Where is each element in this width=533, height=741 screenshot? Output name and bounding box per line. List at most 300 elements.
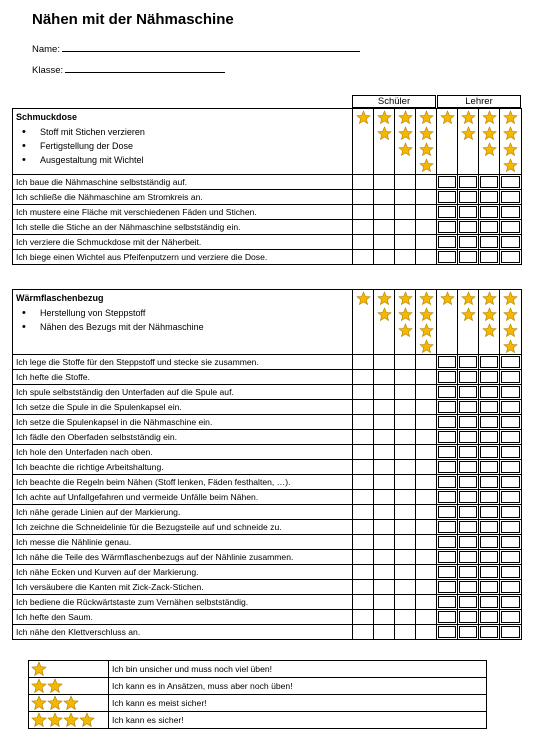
- goal-bullet: • Fertigstellung der Dose: [30, 139, 349, 153]
- schueler-rating-cell[interactable]: [416, 190, 437, 205]
- star-icon: [356, 110, 371, 125]
- lehrer-rating-cell[interactable]: [458, 355, 479, 370]
- lehrer-rating-cell[interactable]: [437, 220, 458, 235]
- lehrer-rating-cell[interactable]: [500, 565, 522, 580]
- legend-text: Ich kann es meist sicher!: [109, 695, 487, 712]
- lehrer-rating-cell[interactable]: [500, 580, 522, 595]
- lehrer-rating-cell[interactable]: [458, 175, 479, 190]
- name-field[interactable]: [32, 42, 360, 55]
- lehrer-rating-cell[interactable]: [437, 370, 458, 385]
- schueler-rating-cell[interactable]: [374, 205, 395, 220]
- schueler-rating-cell[interactable]: [416, 505, 437, 520]
- schueler-rating-cell[interactable]: [353, 580, 374, 595]
- goal-bullet: • Stoff mit Stichen verzieren: [30, 125, 349, 139]
- lehrer-rating-cell[interactable]: [479, 505, 500, 520]
- skill-label: Ich spule selbstständig den Unterfaden auf die Spule auf.: [13, 385, 353, 400]
- schueler-rating-cell[interactable]: [416, 490, 437, 505]
- star-icon: [461, 110, 476, 125]
- star-icon: [63, 695, 79, 711]
- schueler-rating-cell[interactable]: [374, 610, 395, 625]
- schueler-rating-cell[interactable]: [416, 595, 437, 610]
- star-icon: [419, 110, 434, 125]
- schueler-rating-cell[interactable]: [353, 445, 374, 460]
- skill-label: Ich zeichne die Schneidelinie für die Bezugsteile auf und schneide zu.: [13, 520, 353, 535]
- lehrer-rating-cell[interactable]: [500, 400, 522, 415]
- star-icon: [398, 323, 413, 338]
- lehrer-rating-cell[interactable]: [458, 625, 479, 640]
- lehrer-rating-cell[interactable]: [500, 430, 522, 445]
- lehrer-rating-cell[interactable]: [479, 580, 500, 595]
- star-icon: [503, 339, 518, 354]
- star-icon: [377, 110, 392, 125]
- star-icon: [503, 158, 518, 173]
- lehrer-rating-cell[interactable]: [500, 250, 522, 265]
- schueler-rating-cell[interactable]: [353, 490, 374, 505]
- schueler-rating-cell[interactable]: [416, 415, 437, 430]
- lehrer-rating-cell[interactable]: [479, 355, 500, 370]
- lehrer-rating-cell[interactable]: [437, 460, 458, 475]
- skill-label: Ich beachte die Regeln beim Nähen (Stoff lenken, Fäden festhalten, …).: [13, 475, 353, 490]
- lehrer-rating-cell[interactable]: [437, 385, 458, 400]
- lehrer-rating-cell[interactable]: [500, 385, 522, 400]
- skill-label: Ich hole den Unterfaden nach oben.: [13, 445, 353, 460]
- star-icon: [79, 712, 95, 728]
- schueler-rating-cell[interactable]: [353, 475, 374, 490]
- schueler-rating-cell[interactable]: [374, 400, 395, 415]
- goal-bullet: • Herstellung von Steppstoff: [30, 306, 349, 320]
- lehrer-rating-cell[interactable]: [500, 175, 522, 190]
- schueler-rating-cell[interactable]: [374, 415, 395, 430]
- lehrer-rating-cell[interactable]: [500, 415, 522, 430]
- lehrer-rating-cell[interactable]: [437, 445, 458, 460]
- schueler-rating-cell[interactable]: [374, 355, 395, 370]
- table-row: [13, 445, 522, 460]
- lehrer-rating-cell[interactable]: [458, 385, 479, 400]
- schueler-rating-cell[interactable]: [353, 175, 374, 190]
- schueler-rating-cell[interactable]: [395, 550, 416, 565]
- section-heading: [13, 290, 353, 355]
- schueler-rating-cell[interactable]: [353, 595, 374, 610]
- lehrer-rating-cell[interactable]: [500, 370, 522, 385]
- star-icon: [398, 291, 413, 306]
- table-row: [13, 505, 522, 520]
- schueler-rating-cell[interactable]: [353, 220, 374, 235]
- schueler-rating-cell[interactable]: [353, 610, 374, 625]
- schueler-rating-cell[interactable]: [395, 625, 416, 640]
- lehrer-rating-cell[interactable]: [479, 475, 500, 490]
- table-row: [13, 235, 522, 250]
- star-icon: [377, 307, 392, 322]
- lehrer-level-1-header: [437, 109, 458, 175]
- schueler-rating-cell[interactable]: [353, 370, 374, 385]
- lehrer-rating-cell[interactable]: [479, 370, 500, 385]
- skill-label: Ich biege einen Wichtel aus Pfeifenputzern und verziere die Dose.: [13, 250, 353, 265]
- lehrer-rating-cell[interactable]: [479, 220, 500, 235]
- schueler-rating-cell[interactable]: [374, 430, 395, 445]
- lehrer-rating-cell[interactable]: [500, 595, 522, 610]
- lehrer-rating-cell[interactable]: [458, 430, 479, 445]
- schueler-rating-cell[interactable]: [395, 475, 416, 490]
- lehrer-rating-cell[interactable]: [479, 430, 500, 445]
- schueler-rating-cell[interactable]: [395, 175, 416, 190]
- lehrer-rating-cell[interactable]: [458, 250, 479, 265]
- lehrer-rating-cell[interactable]: [500, 190, 522, 205]
- lehrer-rating-cell[interactable]: [500, 520, 522, 535]
- lehrer-level-2-header: [458, 109, 479, 175]
- lehrer-rating-cell[interactable]: [437, 625, 458, 640]
- lehrer-rating-cell[interactable]: [437, 250, 458, 265]
- table-row: [13, 355, 522, 370]
- star-icon: [377, 126, 392, 141]
- schueler-rating-cell[interactable]: [416, 235, 437, 250]
- table-row: [13, 190, 522, 205]
- lehrer-rating-cell[interactable]: [458, 460, 479, 475]
- section-heading: [13, 109, 353, 175]
- lehrer-rating-cell[interactable]: [437, 235, 458, 250]
- lehrer-rating-cell[interactable]: [500, 445, 522, 460]
- klasse-label: Klasse:: [32, 65, 64, 76]
- schueler-rating-cell[interactable]: [416, 445, 437, 460]
- lehrer-rating-cell[interactable]: [500, 505, 522, 520]
- lehrer-rating-cell[interactable]: [458, 400, 479, 415]
- lehrer-rating-cell[interactable]: [437, 550, 458, 565]
- table-row: [13, 565, 522, 580]
- skill-label: Ich schließe die Nähmaschine am Stromkreis an.: [13, 190, 353, 205]
- skill-label: Ich achte auf Unfallgefahren und vermeide Unfälle beim Nähen.: [13, 490, 353, 505]
- schueler-rating-cell[interactable]: [395, 460, 416, 475]
- star-icon: [419, 142, 434, 157]
- lehrer-rating-cell[interactable]: [500, 355, 522, 370]
- lehrer-rating-cell[interactable]: [458, 415, 479, 430]
- star-icon: [503, 307, 518, 322]
- lehrer-rating-cell[interactable]: [500, 220, 522, 235]
- star-icon: [31, 661, 47, 677]
- skill-label: Ich verziere die Schmuckdose mit der Näherbeit.: [13, 235, 353, 250]
- schueler-rating-cell[interactable]: [416, 460, 437, 475]
- lehrer-rating-cell[interactable]: [458, 445, 479, 460]
- schueler-rating-cell[interactable]: [374, 565, 395, 580]
- schueler-rating-cell[interactable]: [374, 460, 395, 475]
- lehrer-rating-cell[interactable]: [437, 565, 458, 580]
- lehrer-rating-cell[interactable]: [479, 490, 500, 505]
- lehrer-level-4-header: [500, 290, 522, 355]
- lehrer-rating-cell[interactable]: [437, 535, 458, 550]
- lehrer-rating-cell[interactable]: [479, 625, 500, 640]
- table-row: [13, 625, 522, 640]
- schueler-rating-cell[interactable]: [395, 535, 416, 550]
- schueler-rating-cell[interactable]: [416, 475, 437, 490]
- schueler-rating-cell[interactable]: [374, 190, 395, 205]
- schueler-rating-cell[interactable]: [395, 205, 416, 220]
- skill-label: Ich hefte den Saum.: [13, 610, 353, 625]
- star-icon: [419, 323, 434, 338]
- lehrer-rating-cell[interactable]: [479, 385, 500, 400]
- legend-stars: [29, 661, 109, 678]
- schueler-rating-cell[interactable]: [374, 385, 395, 400]
- star-icon: [356, 291, 371, 306]
- skill-label: Ich stelle die Stiche an der Nähmaschine selbstständig ein.: [13, 220, 353, 235]
- lehrer-rating-cell[interactable]: [458, 550, 479, 565]
- lehrer-rating-cell[interactable]: [479, 205, 500, 220]
- table-row: [13, 535, 522, 550]
- star-icon: [398, 142, 413, 157]
- star-icon: [398, 307, 413, 322]
- schueler-rating-cell[interactable]: [416, 385, 437, 400]
- lehrer-rating-cell[interactable]: [500, 490, 522, 505]
- schueler-rating-cell[interactable]: [353, 400, 374, 415]
- schueler-rating-cell[interactable]: [353, 460, 374, 475]
- skill-label: Ich baue die Nähmaschine selbstständig auf.: [13, 175, 353, 190]
- schueler-rating-cell[interactable]: [353, 355, 374, 370]
- schueler-rating-cell[interactable]: [416, 175, 437, 190]
- schueler-rating-cell[interactable]: [374, 175, 395, 190]
- schueler-rating-cell[interactable]: [353, 415, 374, 430]
- schueler-rating-cell[interactable]: [395, 370, 416, 385]
- lehrer-rating-cell[interactable]: [479, 415, 500, 430]
- lehrer-rating-cell[interactable]: [437, 355, 458, 370]
- lehrer-rating-cell[interactable]: [479, 595, 500, 610]
- schueler-rating-cell[interactable]: [416, 535, 437, 550]
- legend-stars: [29, 695, 109, 712]
- schueler-rating-cell[interactable]: [416, 430, 437, 445]
- schueler-rating-cell[interactable]: [374, 250, 395, 265]
- schueler-rating-cell[interactable]: [416, 550, 437, 565]
- table-row: [13, 415, 522, 430]
- lehrer-rating-cell[interactable]: [437, 595, 458, 610]
- star-icon: [503, 291, 518, 306]
- schueler-level-1-header: [353, 290, 374, 355]
- schueler-rating-cell[interactable]: [395, 430, 416, 445]
- star-icon: [482, 323, 497, 338]
- table-row: [13, 550, 522, 565]
- lehrer-rating-cell[interactable]: [437, 415, 458, 430]
- lehrer-rating-cell[interactable]: [500, 475, 522, 490]
- lehrer-rating-cell[interactable]: [458, 580, 479, 595]
- schueler-level-3-header: [395, 290, 416, 355]
- lehrer-rating-cell[interactable]: [437, 505, 458, 520]
- schueler-rating-cell[interactable]: [416, 580, 437, 595]
- lehrer-rating-cell[interactable]: [458, 610, 479, 625]
- schueler-rating-cell[interactable]: [353, 625, 374, 640]
- schueler-rating-cell[interactable]: [353, 205, 374, 220]
- star-icon: [419, 307, 434, 322]
- lehrer-rating-cell[interactable]: [437, 400, 458, 415]
- schueler-rating-cell[interactable]: [374, 220, 395, 235]
- legend-text: Ich kann es in Ansätzen, muss aber noch üben!: [109, 678, 487, 695]
- skill-label: Ich nähe Ecken und Kurven auf der Markierung.: [13, 565, 353, 580]
- schueler-level-3-header: [395, 109, 416, 175]
- skill-label: Ich nähe gerade Linien auf der Markierung.: [13, 505, 353, 520]
- skill-label: Ich hefte die Stoffe.: [13, 370, 353, 385]
- table-row: [13, 595, 522, 610]
- lehrer-rating-cell[interactable]: [458, 520, 479, 535]
- schueler-rating-cell[interactable]: [374, 550, 395, 565]
- star-icon: [398, 110, 413, 125]
- skill-label: Ich fädle den Oberfaden selbstständig ein.: [13, 430, 353, 445]
- lehrer-rating-cell[interactable]: [458, 190, 479, 205]
- schueler-rating-cell[interactable]: [395, 355, 416, 370]
- lehrer-rating-cell[interactable]: [458, 370, 479, 385]
- schueler-rating-cell[interactable]: [395, 385, 416, 400]
- lehrer-rating-cell[interactable]: [458, 505, 479, 520]
- lehrer-rating-cell[interactable]: [500, 460, 522, 475]
- lehrer-rating-cell[interactable]: [437, 475, 458, 490]
- schueler-rating-cell[interactable]: [395, 250, 416, 265]
- schueler-rating-cell[interactable]: [416, 625, 437, 640]
- lehrer-rating-cell[interactable]: [479, 535, 500, 550]
- schueler-level-4-header: [416, 290, 437, 355]
- lehrer-header: Lehrer: [437, 95, 521, 108]
- legend: [28, 660, 487, 729]
- schueler-rating-cell[interactable]: [416, 565, 437, 580]
- star-icon: [503, 126, 518, 141]
- lehrer-rating-cell[interactable]: [479, 520, 500, 535]
- schueler-rating-cell[interactable]: [374, 505, 395, 520]
- table-row: [13, 475, 522, 490]
- schueler-rating-cell[interactable]: [374, 625, 395, 640]
- lehrer-rating-cell[interactable]: [458, 475, 479, 490]
- lehrer-rating-cell[interactable]: [500, 550, 522, 565]
- schueler-rating-cell[interactable]: [374, 445, 395, 460]
- schueler-rating-cell[interactable]: [374, 520, 395, 535]
- table-row: [13, 385, 522, 400]
- schueler-rating-cell[interactable]: [374, 370, 395, 385]
- star-icon: [419, 291, 434, 306]
- schueler-rating-cell[interactable]: [416, 355, 437, 370]
- lehrer-rating-cell[interactable]: [500, 625, 522, 640]
- lehrer-rating-cell[interactable]: [479, 460, 500, 475]
- star-icon: [503, 110, 518, 125]
- page-title: Nähen mit der Nähmaschine: [32, 11, 234, 28]
- star-icon: [419, 126, 434, 141]
- lehrer-rating-cell[interactable]: [479, 235, 500, 250]
- star-icon: [482, 142, 497, 157]
- schueler-rating-cell[interactable]: [353, 190, 374, 205]
- schueler-rating-cell[interactable]: [395, 415, 416, 430]
- goal-bullet: • Nähen des Bezugs mit der Nähmaschine: [30, 320, 349, 334]
- schueler-rating-cell[interactable]: [374, 475, 395, 490]
- klasse-field[interactable]: [32, 63, 225, 76]
- schueler-rating-cell[interactable]: [395, 580, 416, 595]
- lehrer-rating-cell[interactable]: [458, 490, 479, 505]
- schueler-rating-cell[interactable]: [416, 250, 437, 265]
- schueler-rating-cell[interactable]: [353, 565, 374, 580]
- lehrer-rating-cell[interactable]: [479, 175, 500, 190]
- schueler-rating-cell[interactable]: [416, 220, 437, 235]
- lehrer-rating-cell[interactable]: [458, 535, 479, 550]
- star-icon: [440, 110, 455, 125]
- lehrer-rating-cell[interactable]: [500, 205, 522, 220]
- schueler-rating-cell[interactable]: [416, 205, 437, 220]
- schueler-rating-cell[interactable]: [395, 595, 416, 610]
- name-label: Name:: [32, 44, 60, 55]
- skill-label: Ich nähe den Klettverschluss an.: [13, 625, 353, 640]
- lehrer-rating-cell[interactable]: [458, 595, 479, 610]
- skill-label: Ich beachte die richtige Arbeitshaltung.: [13, 460, 353, 475]
- schueler-rating-cell[interactable]: [416, 400, 437, 415]
- lehrer-rating-cell[interactable]: [479, 565, 500, 580]
- star-icon: [461, 291, 476, 306]
- schueler-rating-cell[interactable]: [353, 535, 374, 550]
- skill-label: Ich lege die Stoffe für den Steppstoff und stecke sie zusammen.: [13, 355, 353, 370]
- schueler-rating-cell[interactable]: [374, 490, 395, 505]
- lehrer-rating-cell[interactable]: [437, 205, 458, 220]
- schueler-rating-cell[interactable]: [395, 190, 416, 205]
- schueler-rating-cell[interactable]: [395, 235, 416, 250]
- legend-row: [29, 678, 487, 695]
- lehrer-rating-cell[interactable]: [479, 400, 500, 415]
- table-row: [13, 250, 522, 265]
- schueler-rating-cell[interactable]: [353, 235, 374, 250]
- schueler-rating-cell[interactable]: [353, 430, 374, 445]
- lehrer-rating-cell[interactable]: [458, 205, 479, 220]
- lehrer-rating-cell[interactable]: [437, 580, 458, 595]
- lehrer-rating-cell[interactable]: [458, 565, 479, 580]
- lehrer-rating-cell[interactable]: [500, 610, 522, 625]
- lehrer-rating-cell[interactable]: [500, 235, 522, 250]
- schueler-rating-cell[interactable]: [395, 565, 416, 580]
- lehrer-rating-cell[interactable]: [479, 445, 500, 460]
- schueler-rating-cell[interactable]: [416, 610, 437, 625]
- lehrer-rating-cell[interactable]: [437, 490, 458, 505]
- lehrer-rating-cell[interactable]: [437, 430, 458, 445]
- schueler-rating-cell[interactable]: [374, 580, 395, 595]
- schueler-rating-cell[interactable]: [395, 220, 416, 235]
- schueler-rating-cell[interactable]: [395, 400, 416, 415]
- star-icon: [461, 307, 476, 322]
- lehrer-rating-cell[interactable]: [458, 220, 479, 235]
- schueler-rating-cell[interactable]: [395, 520, 416, 535]
- skill-label: Ich setze die Spule in die Spulenkapsel ein.: [13, 400, 353, 415]
- lehrer-rating-cell[interactable]: [479, 550, 500, 565]
- schueler-rating-cell[interactable]: [353, 505, 374, 520]
- schueler-rating-cell[interactable]: [374, 235, 395, 250]
- star-icon: [482, 126, 497, 141]
- schueler-rating-cell[interactable]: [374, 595, 395, 610]
- lehrer-rating-cell[interactable]: [479, 190, 500, 205]
- lehrer-rating-cell[interactable]: [479, 610, 500, 625]
- schueler-rating-cell[interactable]: [416, 520, 437, 535]
- star-icon: [482, 307, 497, 322]
- schueler-rating-cell[interactable]: [395, 445, 416, 460]
- lehrer-rating-cell[interactable]: [437, 520, 458, 535]
- schueler-rating-cell[interactable]: [395, 505, 416, 520]
- schueler-rating-cell[interactable]: [395, 610, 416, 625]
- schueler-rating-cell[interactable]: [353, 385, 374, 400]
- star-icon: [47, 678, 63, 694]
- lehrer-rating-cell[interactable]: [437, 610, 458, 625]
- lehrer-rating-cell[interactable]: [437, 175, 458, 190]
- lehrer-rating-cell[interactable]: [500, 535, 522, 550]
- lehrer-rating-cell[interactable]: [437, 190, 458, 205]
- schueler-rating-cell[interactable]: [353, 250, 374, 265]
- table-row: [13, 400, 522, 415]
- lehrer-level-2-header: [458, 290, 479, 355]
- star-icon: [63, 712, 79, 728]
- schueler-rating-cell[interactable]: [416, 370, 437, 385]
- schueler-rating-cell[interactable]: [353, 550, 374, 565]
- schueler-rating-cell[interactable]: [374, 535, 395, 550]
- schueler-rating-cell[interactable]: [353, 520, 374, 535]
- legend-stars: [29, 712, 109, 729]
- legend-stars: [29, 678, 109, 695]
- skill-label: Ich messe die Nählinie genau.: [13, 535, 353, 550]
- lehrer-rating-cell[interactable]: [479, 250, 500, 265]
- lehrer-rating-cell[interactable]: [458, 235, 479, 250]
- skill-label: Ich mustere eine Fläche mit verschiedenen Fäden und Stichen.: [13, 205, 353, 220]
- schueler-rating-cell[interactable]: [395, 490, 416, 505]
- table-row: [13, 370, 522, 385]
